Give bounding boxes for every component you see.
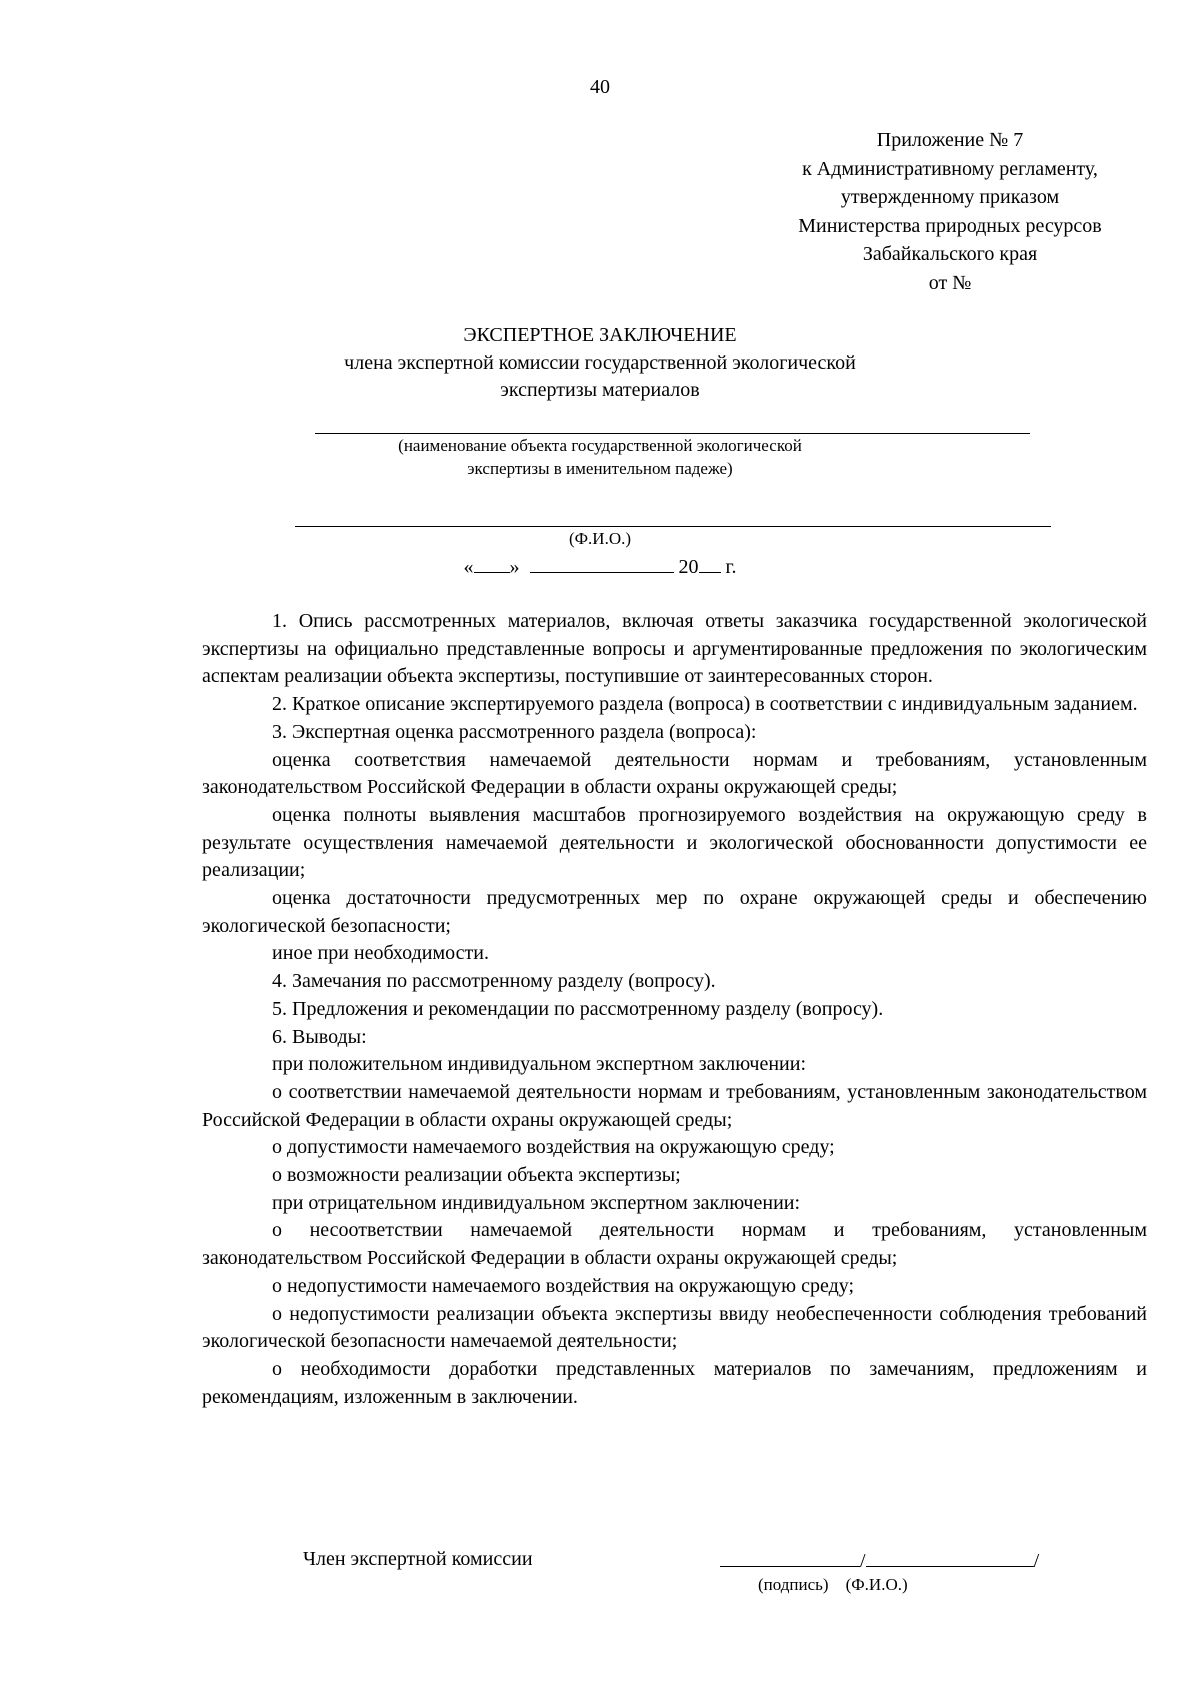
paragraph: о несоответствии намечаемой деятельности нормам и требованиям, установленным законодательством Российской Федерации в области охраны окружающей среды;	[202, 1219, 1147, 1270]
signature-label: Член экспертной комиссии	[303, 1548, 533, 1570]
paragraph: при отрицательном индивидуальном экспертном заключении:	[272, 1191, 801, 1214]
paragraph: о возможности реализации объекта экспертизы;	[272, 1164, 681, 1187]
paragraph: иное при необходимости.	[272, 942, 489, 965]
document-title	[0, 322, 1200, 405]
appendix-block	[760, 126, 1140, 298]
paragraph: 4. Замечания по рассмотренному разделу (вопросу).	[272, 970, 716, 993]
object-caption-line: (наименование объекта государственной экологической	[398, 436, 802, 455]
signature-fio-blank	[866, 1548, 1034, 1567]
signature-blank	[720, 1548, 860, 1567]
appendix-line: Забайкальского края	[862, 243, 1038, 266]
year-blank	[699, 554, 721, 573]
paragraph: оценка полноты выявления масштабов прогнозируемого воздействия на окружающую среду в результате осуществления намечаемой деятельности и экологической обоснованности допустимости ее реализации;	[202, 803, 1147, 882]
date-close-quote: »	[509, 556, 520, 578]
paragraph: 1. Опись рассмотренных материалов, включая ответы заказчика государственной экологической экспертизы на официально представленные вопросы и аргументированные предложения по экологическим аспектам реализации объекта экспертизы, поступившие от заинтересованных сторон.	[202, 610, 1147, 688]
paragraph: о недопустимости намечаемого воздействия на окружающую среду;	[272, 1274, 855, 1297]
title-subtitle: члена экспертной комиссии государственной экологической	[344, 351, 856, 374]
appendix-line: к Административному регламенту,	[802, 157, 1098, 180]
document-body	[202, 608, 1147, 1411]
appendix-line: от №	[928, 271, 972, 294]
paragraph: 2. Краткое описание экспертируемого раздела (вопроса) в соответствии с индивидуальным заданием.	[272, 693, 1138, 716]
title-subtitle: экспертизы материалов	[500, 379, 700, 401]
object-name-caption	[0, 434, 1200, 480]
year-prefix: 20	[678, 556, 699, 578]
object-caption-line: экспертизы в именительном падеже)	[467, 459, 733, 478]
paragraph: оценка достаточности предусмотренных мер по охране окружающей среды и обеспечению экологической безопасности;	[202, 887, 1147, 937]
paragraph: о соответствии намечаемой деятельности нормам и требованиям, установленным законодательством Российской Федерации в области охраны окружающей среды;	[202, 1080, 1147, 1131]
year-suffix: г.	[725, 556, 737, 578]
paragraph: 5. Предложения и рекомендации по рассмотренному разделу (вопросу).	[272, 997, 884, 1020]
signature-separator: /	[860, 1550, 866, 1572]
signature-captions	[758, 1575, 908, 1595]
signature-separator: /	[1033, 1550, 1040, 1572]
date-line	[0, 554, 1200, 579]
paragraph: о недопустимости реализации объекта экспертизы ввиду необеспеченности соблюдения требований экологической безопасности намечаемой деятельности;	[202, 1302, 1147, 1353]
signature-caption: (подпись)	[758, 1575, 829, 1594]
appendix-line: Министерства природных ресурсов	[798, 214, 1102, 237]
day-blank	[474, 554, 510, 573]
date-open-quote: «	[463, 556, 474, 578]
page-number: 40	[590, 76, 610, 98]
title-heading: ЭКСПЕРТНОЕ ЗАКЛЮЧЕНИЕ	[463, 324, 737, 346]
paragraph: при положительном индивидуальном экспертном заключении:	[272, 1053, 806, 1076]
paragraph: о допустимости намечаемого воздействия на окружающую среду;	[272, 1136, 835, 1159]
paragraph: о необходимости доработки представленных материалов по замечаниям, предложениям и рекомендациям, изложенным в заключении.	[202, 1357, 1147, 1408]
appendix-line: Приложение № 7	[876, 129, 1024, 151]
signature-fio-caption: (Ф.И.О.)	[845, 1575, 908, 1594]
signature-lines	[720, 1548, 1039, 1573]
paragraph: 3. Экспертная оценка рассмотренного раздела (вопроса):	[272, 720, 757, 743]
paragraph: оценка соответствия намечаемой деятельности нормам и требованиям, установленным законодательством Российской Федерации в области охраны окружающей среды;	[202, 748, 1147, 799]
fio-caption: (Ф.И.О.)	[568, 529, 632, 548]
paragraph: 6. Выводы:	[272, 1025, 367, 1048]
month-blank	[530, 554, 674, 573]
appendix-line: утвержденному приказом	[840, 186, 1060, 209]
